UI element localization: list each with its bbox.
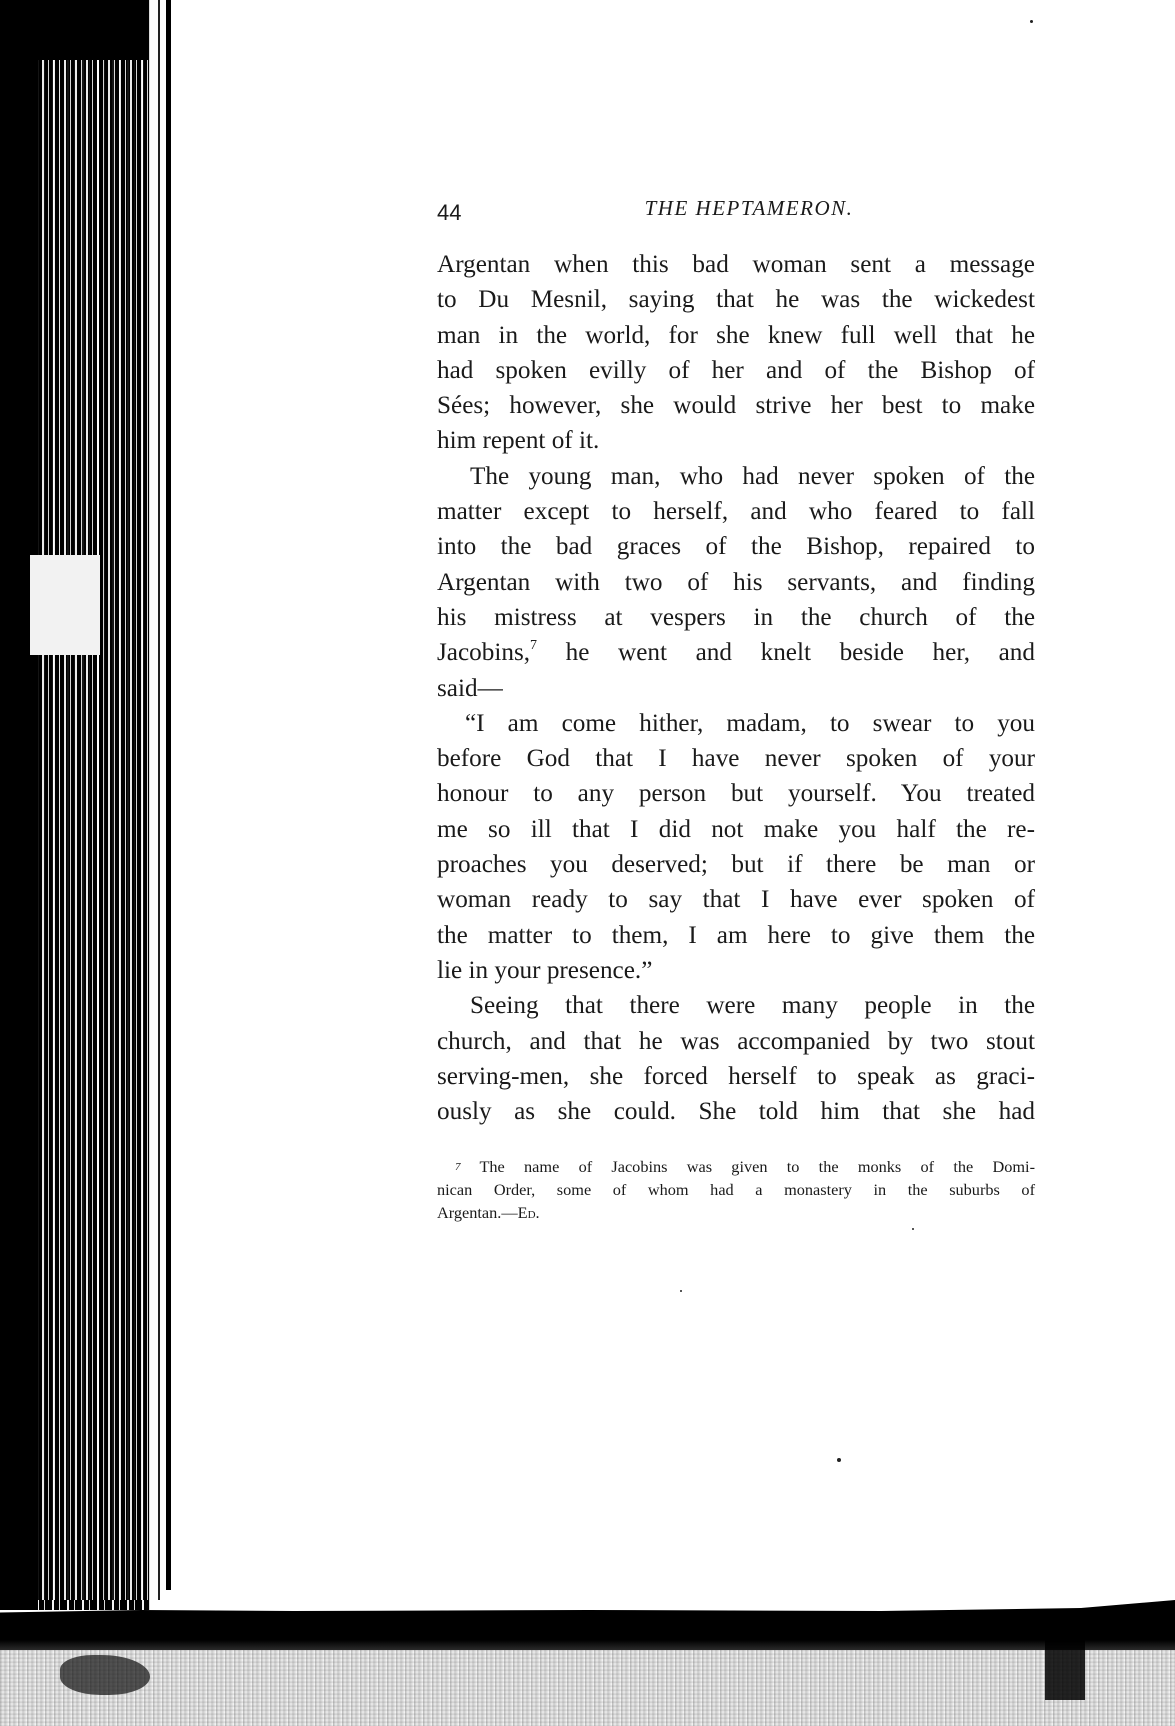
dust-speck (837, 1458, 841, 1462)
text-line: me so ill that I did not make you half the re- (437, 815, 1035, 843)
text-line: the matter to them, I am here to give them the (437, 921, 1035, 949)
footnote (437, 1155, 1035, 1224)
text-line: matter except to herself, and who feared to fall (437, 498, 1035, 526)
footnote-line (437, 1201, 1035, 1224)
text-line: his mistress at vespers in the church of the (437, 603, 1035, 631)
footnote-line: nican Order, some of whom had a monastery in the suburbs of (437, 1180, 1035, 1199)
text-line: into the bad graces of the Bishop, repaired to (437, 533, 1035, 561)
text-line: “I am come hither, madam, to swear to you (465, 709, 1035, 737)
footnote-reference: 7 (530, 638, 538, 654)
text-line: honour to any person but yourself. You treated (437, 780, 1035, 808)
text-line: before God that I have never spoken of your (437, 745, 1035, 773)
dust-speck (912, 1228, 914, 1230)
gutter-line (166, 0, 171, 1590)
running-head (437, 196, 1035, 228)
text-line: ously as she could. She told him that she had (437, 1098, 1035, 1126)
bottom-shadow-band (0, 1600, 1175, 1650)
text-line: Argentan when this bad woman sent a message (437, 251, 1035, 278)
text-line: woman ready to say that I have ever spoken of (437, 886, 1035, 914)
bottom-scan-noise (0, 1650, 1175, 1726)
text-line: Seeing that there were many people in the (470, 992, 1035, 1020)
text-line: Sées; however, she would strive her best to make (437, 392, 1035, 420)
text-line: The young man, who had never spoken of the (470, 462, 1035, 490)
gutter-line-thin (158, 0, 160, 1600)
text-line: to Du Mesnil, saying that he was the wickedest (437, 286, 1035, 314)
footnote-line (437, 1155, 1035, 1178)
text-fragment: Jacobins, (437, 639, 531, 667)
book-edge-highlight (30, 555, 100, 655)
bottom-blot (60, 1655, 150, 1695)
dust-speck (680, 1290, 682, 1292)
page-number: 44 (437, 200, 462, 225)
text-line: him repent of it. (437, 427, 600, 455)
editor-mark: Ed. (517, 1203, 540, 1222)
text-line: church, and that he was accompanied by two stout (437, 1027, 1035, 1055)
footnote-text: The name of Jacobins was given to the monks of the Domi- (460, 1157, 1035, 1176)
text-line-with-note (437, 635, 1035, 670)
book-edge-shadow (0, 0, 38, 1610)
text-fragment: he went and knelt beside her, and (537, 639, 1035, 667)
book-title: THE HEPTAMERON. (644, 196, 854, 220)
text-line: man in the world, for she knew full well that he (437, 321, 1035, 349)
dust-speck (1030, 20, 1033, 23)
bottom-blot (1045, 1640, 1085, 1700)
body-text (437, 247, 1035, 1129)
text-line: had spoken evilly of her and of the Bishop of (437, 356, 1035, 384)
footnote-marker: 7 (455, 1161, 461, 1173)
text-line: said— (437, 674, 503, 702)
text-line: lie in your presence.” (437, 956, 653, 984)
book-page-edge-lines (38, 60, 148, 1600)
book-edge-top-shadow (38, 0, 148, 60)
text-line: Argentan with two of his servants, and finding (437, 568, 1035, 596)
text-line: proaches you deserved; but if there be man or (437, 851, 1035, 879)
footnote-text: Argentan.— (437, 1203, 518, 1222)
text-line: serving-men, she forced herself to speak as graci- (437, 1062, 1035, 1090)
